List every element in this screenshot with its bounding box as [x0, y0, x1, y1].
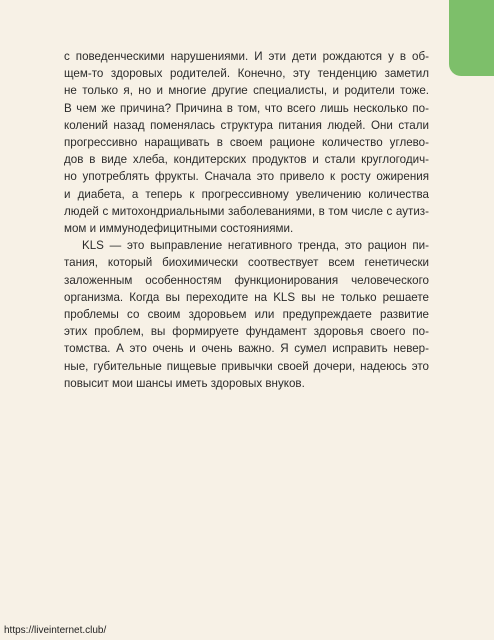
text-line: дов в виде хлеба, кондитерских продуктов и стали круглогодич- [64, 153, 429, 167]
paragraph-2 [64, 237, 429, 392]
text-line: В чем же причина? Причина в том, что всего лишь несколько по- [64, 101, 429, 115]
source-url[interactable]: https://liveinternet.club/ [4, 625, 107, 636]
text-line: KLS — это выправление негативного тренда, это рацион пи- [82, 239, 429, 253]
text-line: заложенным особенностям функционирования человеческого [64, 273, 429, 287]
text-line: повысит мои шансы иметь здоровых внуков. [64, 376, 305, 390]
text-line: мом и иммунодефицитными состояниями. [64, 222, 294, 236]
text-line: людей с митохондриальными заболеваниями, в том числе с аутиз- [64, 204, 429, 218]
text-line: ные, губительные пищевые привычки своей дочери, надеюсь это [64, 359, 429, 373]
text-line: щем-то здоровых родителей. Конечно, эту тенденцию заметил [64, 67, 429, 81]
text-line: но употреблять фрукты. Сначала это привело к росту ожирения [64, 170, 429, 184]
text-line: и диабета, а теперь к прогрессивному увеличению количества [64, 187, 429, 201]
text-line: не только я, но и многие другие специалисты, и родители тоже. [64, 84, 429, 98]
text-line: проблемы со своим здоровьем или предупреждаете развитие [64, 308, 429, 322]
text-line: колений назад поменялась структура питания людей. Они стали [64, 118, 429, 132]
text-line: томства. А это очень и очень важно. Я сумел исправить невер- [64, 342, 429, 356]
text-line: прогрессивно наращивать в своем рационе количество углево- [64, 136, 429, 150]
paragraph-1 [64, 48, 429, 237]
chapter-tab [449, 0, 494, 76]
text-line: с поведенческими нарушениями. И эти дети рождаются у в об- [64, 50, 429, 63]
text-line: организма. Когда вы переходите на KLS вы не только решаете [64, 290, 429, 304]
body-text [64, 48, 429, 392]
text-line: тания, который биохимически соотвествует всем генетически [64, 256, 429, 270]
text-line: этих проблем, вы формируете фундамент здоровья своего по- [64, 325, 429, 339]
